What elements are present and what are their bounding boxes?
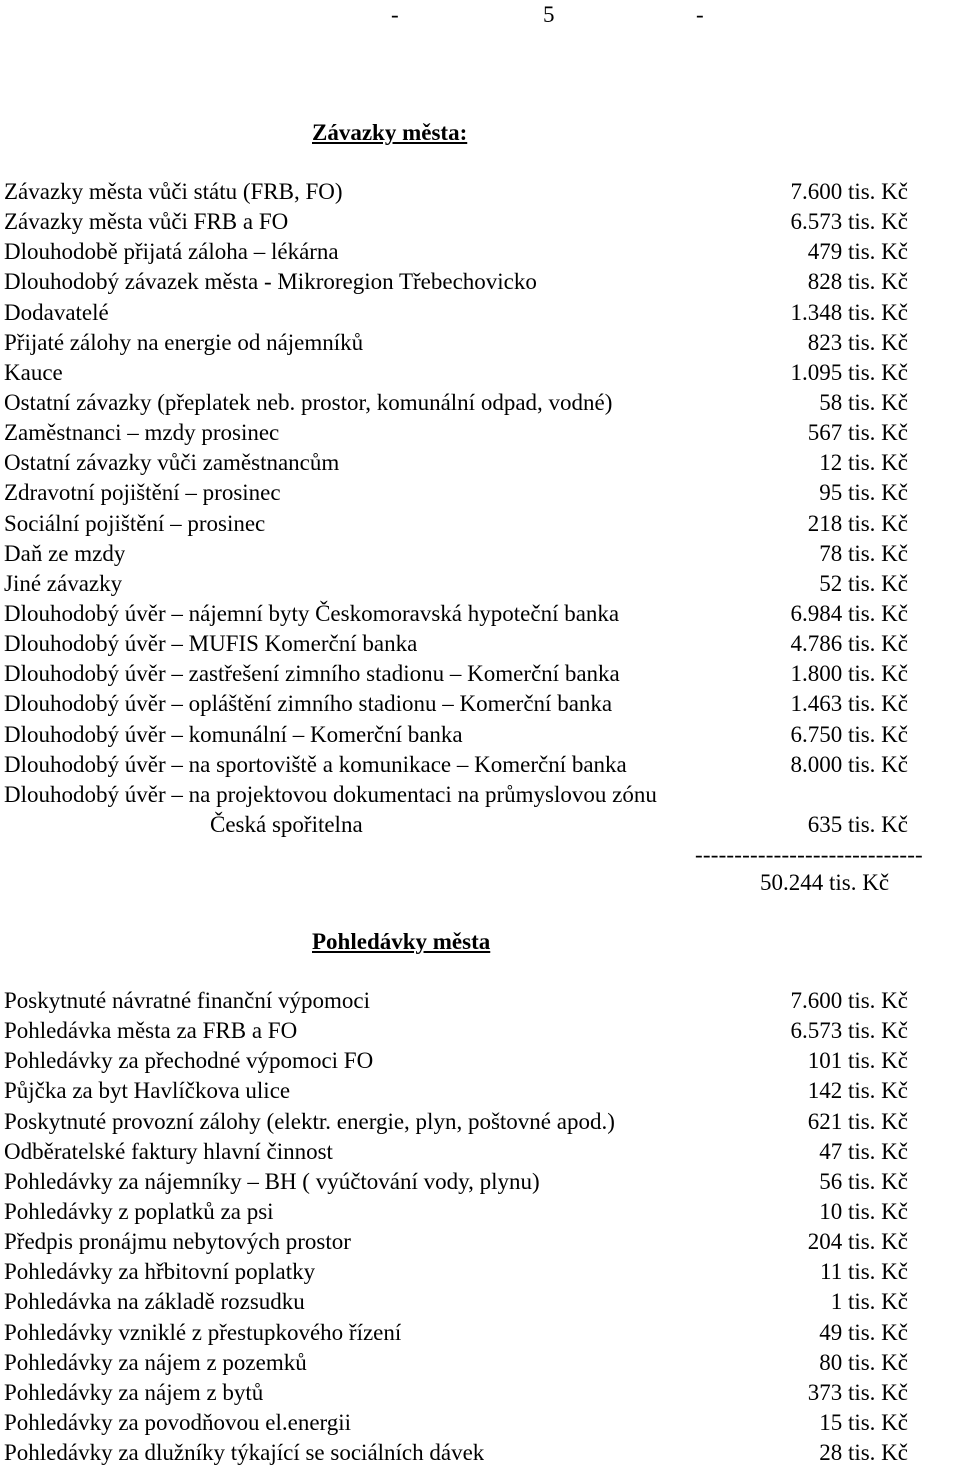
item-label: Ostatní závazky vůči zaměstnancům — [4, 450, 340, 476]
list-item — [4, 1287, 908, 1317]
list-item — [4, 599, 908, 629]
item-amount: 47 tis. Kč — [819, 1138, 908, 1164]
item-label: Závazky města vůči FRB a FO — [4, 209, 289, 235]
item-label: Daň ze mzdy — [4, 540, 126, 566]
list-item — [4, 388, 908, 418]
item-label: Dodavatelé — [4, 299, 109, 325]
list-item — [4, 237, 908, 267]
list-item — [4, 1257, 908, 1287]
item-label: Pohledávky za nájem z bytů — [4, 1379, 264, 1405]
list-item — [4, 1016, 908, 1046]
item-amount: 823 tis. Kč — [807, 329, 908, 355]
item-label: Pohledávky za nájemníky – BH ( vyúčtování vody, plynu) — [4, 1168, 540, 1194]
item-amount: 12 tis. Kč — [819, 450, 908, 476]
item-label: Pohledávky za dlužníky týkající se sociálních dávek — [4, 1440, 485, 1466]
list-item — [4, 478, 908, 508]
item-label: Sociální pojištění – prosinec — [4, 510, 266, 536]
list-item — [4, 448, 908, 478]
item-label: Dlouhodobý úvěr – opláštění zimního stadionu – Komerční banka — [4, 691, 613, 717]
item-amount: 80 tis. Kč — [819, 1349, 908, 1375]
item-label: Předpis pronájmu nebytových prostor — [4, 1229, 351, 1255]
list-item — [4, 1438, 908, 1468]
item-amount: 828 tis. Kč — [807, 269, 908, 295]
item-amount: 1 tis. Kč — [830, 1289, 908, 1315]
list-item — [4, 750, 908, 780]
list-item — [4, 1046, 908, 1076]
list-item — [4, 509, 908, 539]
receivables-heading: Pohledávky města — [312, 929, 491, 954]
list-item — [4, 659, 908, 689]
item-amount: 1.348 tis. Kč — [790, 299, 908, 325]
list-item — [4, 1137, 908, 1167]
list-item — [4, 418, 908, 448]
liabilities-list — [4, 177, 908, 840]
item-amount: 95 tis. Kč — [819, 480, 908, 506]
item-label: Poskytnuté návratné finanční výpomoci — [4, 988, 371, 1013]
item-amount: 78 tis. Kč — [819, 540, 908, 566]
item-amount: 218 tis. Kč — [807, 510, 908, 536]
list-item — [4, 328, 908, 358]
item-label: Odběratelské faktury hlavní činnost — [4, 1138, 333, 1164]
item-amount: 15 tis. Kč — [819, 1409, 908, 1435]
item-label: Pohledávky vzniklé z přestupkového řízení — [4, 1319, 402, 1345]
item-amount: 101 tis. Kč — [807, 1048, 908, 1074]
item-amount: 4.786 tis. Kč — [790, 631, 908, 657]
item-label: Česká spořitelna — [210, 811, 363, 837]
item-amount: 52 tis. Kč — [819, 570, 908, 596]
item-label: Zaměstnanci – mzdy prosinec — [4, 420, 280, 446]
list-item-multiline-second-line — [4, 810, 908, 840]
list-item-multiline-first-line: Dlouhodobý úvěr – na projektovou dokumentaci na průmyslovou zónu — [4, 781, 657, 807]
list-item — [4, 358, 908, 388]
item-label: Pohledávka na základě rozsudku — [4, 1289, 305, 1315]
item-label: Ostatní závazky (přeplatek neb. prostor, komunální odpad, vodné) — [4, 389, 613, 415]
item-amount: 8.000 tis. Kč — [790, 751, 908, 777]
item-label: Závazky města vůči státu (FRB, FO) — [4, 179, 343, 204]
page-number-left-dash: - — [391, 2, 399, 27]
page-number — [0, 0, 960, 30]
list-item — [4, 298, 908, 328]
item-amount: 28 tis. Kč — [819, 1440, 908, 1466]
item-amount: 7.600 tis. Kč — [790, 179, 908, 204]
item-amount: 621 tis. Kč — [807, 1108, 908, 1134]
list-item — [4, 689, 908, 719]
item-amount: 142 tis. Kč — [807, 1078, 908, 1104]
item-amount: 49 tis. Kč — [819, 1319, 908, 1345]
total-separator: ----------------------------- — [695, 842, 923, 867]
list-item — [4, 539, 908, 569]
item-label: Poskytnuté provozní zálohy (elektr. energie, plyn, poštovné apod.) — [4, 1108, 615, 1134]
page-number-value: 5 — [543, 2, 555, 27]
list-item — [4, 1227, 908, 1257]
item-amount: 479 tis. Kč — [807, 239, 908, 265]
item-amount: 11 tis. Kč — [820, 1259, 908, 1285]
list-item — [4, 207, 908, 237]
list-item — [4, 720, 908, 750]
item-label: Jiné závazky — [4, 570, 123, 596]
list-item — [4, 1197, 908, 1227]
list-item — [4, 1408, 908, 1438]
list-item — [4, 1076, 908, 1106]
receivables-list — [4, 986, 908, 1468]
item-label: Pohledávky za nájem z pozemků — [4, 1349, 307, 1375]
page-number-right-dash: - — [696, 2, 704, 27]
list-item — [4, 629, 908, 659]
item-amount: 1.095 tis. Kč — [790, 359, 908, 385]
item-amount: 1.463 tis. Kč — [790, 691, 908, 717]
item-amount: 7.600 tis. Kč — [790, 988, 908, 1013]
item-label: Dlouhodobý úvěr – nájemní byty Českomoravská hypoteční banka — [4, 600, 620, 626]
liabilities-total: 50.244 tis. Kč — [760, 870, 890, 895]
item-label: Půjčka za byt Havlíčkova ulice — [4, 1078, 291, 1104]
list-item — [4, 267, 908, 297]
item-label: Pohledávka města za FRB a FO — [4, 1018, 298, 1044]
item-amount: 373 tis. Kč — [807, 1379, 908, 1405]
item-label: Dlouhodobě přijatá záloha – lékárna — [4, 239, 339, 265]
item-amount: 567 tis. Kč — [807, 420, 908, 446]
list-item — [4, 569, 908, 599]
item-amount: 204 tis. Kč — [807, 1229, 908, 1255]
item-amount: 6.750 tis. Kč — [790, 721, 908, 747]
list-item — [4, 1318, 908, 1348]
item-label: Pohledávky za povodňovou el.energii — [4, 1409, 352, 1435]
item-amount: 56 tis. Kč — [819, 1168, 908, 1194]
list-item — [4, 1348, 908, 1378]
item-label: Dlouhodobý úvěr – MUFIS Komerční banka — [4, 631, 418, 657]
item-label: Dlouhodobý úvěr – na sportoviště a komunikace – Komerční banka — [4, 751, 627, 777]
liabilities-heading: Závazky města: — [312, 120, 468, 145]
item-amount: 58 tis. Kč — [819, 389, 908, 415]
item-label: Dlouhodobý úvěr – komunální – Komerční banka — [4, 721, 463, 747]
list-item — [4, 1107, 908, 1137]
item-label: Dlouhodobý úvěr – zastřešení zimního stadionu – Komerční banka — [4, 661, 620, 687]
list-item — [4, 986, 908, 1016]
item-amount: 6.573 tis. Kč — [790, 1018, 908, 1044]
item-amount: 10 tis. Kč — [819, 1198, 908, 1224]
item-label: Přijaté zálohy na energie od nájemníků — [4, 329, 364, 355]
item-label: Zdravotní pojištění – prosinec — [4, 480, 281, 506]
item-label: Pohledávky za hřbitovní poplatky — [4, 1259, 316, 1285]
item-label: Pohledávky za přechodné výpomoci FO — [4, 1048, 374, 1074]
item-label: Pohledávky z poplatků za psi — [4, 1198, 274, 1224]
item-label: Dlouhodobý závazek města - Mikroregion Třebechovicko — [4, 269, 537, 295]
list-item — [4, 177, 908, 207]
item-amount: 6.984 tis. Kč — [790, 600, 908, 626]
list-item — [4, 1378, 908, 1408]
item-amount: 1.800 tis. Kč — [790, 661, 908, 687]
item-amount: 635 tis. Kč — [807, 811, 908, 837]
item-label: Kauce — [4, 359, 63, 385]
item-amount: 6.573 tis. Kč — [790, 209, 908, 235]
list-item — [4, 1167, 908, 1197]
